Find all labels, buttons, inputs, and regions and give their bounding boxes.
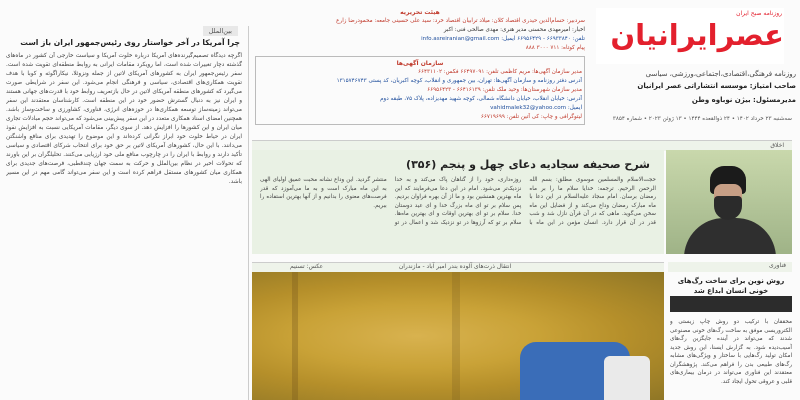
column-divider (248, 26, 249, 400)
right-article-body: محققان با ترکیب دو روش چاپ زیستی و الکتروریسی موفق به ساخت رگ‌های خونی مصنوعی شدند که می‌تواند در آینده جایگزین رگ‌های آسیب‌دیده شود. به گزارش ایسنا، این روش جدید امکان تولید رگ‌هایی با ساختار و ویژگی‌های مشابه رگ‌های طبیعی بدن را فراهم می‌کند. پژوهشگران معتقدند این فناوری می‌تواند در درمان بیماری‌های قلبی و عروقی تحول ایجاد کند. (670, 319, 792, 385)
portrait-beard (714, 196, 742, 220)
credits-line-1: سردبیر: حسام‌الدین حیدری اقتصاد کلان: میلاد ترابیان اقتصاد خرد: سید علی حسینی جامعه: محمودرضا زارع (336, 18, 585, 24)
left-article-body: اگرچه دیدگاه تصمیم‌گیرنده‌های آمریکا درباره خلوت آمریکا و سیاست خارجی آن کشور در ماه‌های گذشته دچار تغییرات شده است، اما رویکرد مقامات ایرانی به روابط منطقه‌ای تقویت شده است. سفر رئیس‌جمهور ایران به کشورهای آمریکای لاتین از جمله ونزوئلا، نیکاراگوئه و کوبا با هدف تقویت همکاری‌های اقتصادی، سیاسی و فرهنگی انجام می‌شود. این سفر در شرایطی صورت می‌گیرد که کشورهای منطقه آمریکای لاتین در حال بازتعریف روابط خود با قدرت‌های جهانی هستند و ایران نیز به دنبال گسترش حضور خود در این منطقه است. کارشناسان معتقدند این سفر می‌تواند زمینه‌ساز توسعه همکاری‌ها در حوزه‌های انرژی، فناوری، کشاورزی و ساخت‌وساز باشد. همچنین امضای اسناد همکاری متعدد در این سفر پیش‌بینی می‌شود که می‌تواند حجم مبادلات تجاری میان ایران و این کشورها را افزایش دهد. از سوی دیگر، مقامات آمریکایی نسبت به افزایش نفوذ ایران در حیاط خلوت خود ابراز نگرانی کرده‌اند و این موضوع را تهدیدی برای منافع واشنگتن می‌دانند. با این حال، کشورهای آمریکای لاتین بر حق خود برای انتخاب شرکای اقتصادی و سیاسی تأکید دارند و روابط با ایران را در چارچوب منافع ملی خود ارزیابی می‌کنند. تحلیلگران بر این باورند که تحولات اخیر در نظام بین‌الملل و حرکت به سمت جهان چندقطبی، فرصت‌های جدیدی برای همکاری میان کشورهای مستقل فراهم کرده است و این سفر می‌تواند گامی مهم در این مسیر باشد. (6, 53, 242, 185)
left-column (4, 26, 244, 398)
credits-line-7: مدیر سازمان شهرستان‌ها: وحید ملک تلفن: ۶۶۴۱۶۱۳۹ - ۶۶۹۵۶۴۲۳ (427, 87, 582, 93)
left-article-title: چرا آمریکا در آخر خواستار روی رئیس‌جمهور ایران باز است (20, 38, 240, 47)
logo-text: عصرایرانیان (610, 18, 784, 52)
center-article (252, 150, 664, 254)
credits-line-10: لیتوگرافی و چاپ: کی آتین تلفن: ۶۶۷۱۹۶۹۹ (480, 114, 582, 120)
credits-line-8: آدرس: خیابان انقلاب، خیابان دانشگاه شمالی، کوچه شهید مهدیزاده، پلاک ۷۵، طبقه دوم (380, 96, 582, 102)
right-article-title: روش نوین برای ساخت رگ‌های خونی انسان ابداع شد (677, 277, 785, 295)
credits-line-6: آدرس دفتر روزنامه و سازمان آگهی‌ها: تهران، بین جمهوری و انقلاب، کوچه اکبریان، کد پستی ۱۳۱۵۷۴۶۷۴۳ (336, 78, 582, 84)
photo-texture (292, 272, 298, 400)
masthead-tagline: روزنامه فرهنگی،اقتصادی،اجتماعی،ورزشی، سیاسی (645, 70, 796, 78)
section-label-international: بین‌الملل (203, 26, 238, 36)
ads-box (255, 56, 585, 125)
credits-line-9: ایمیل: vahidmalek32@yahoo.com (490, 105, 582, 111)
masthead-director: مدیرمسئول: بیژن نوباوه وطن (691, 96, 796, 104)
news-photo-corn (252, 272, 664, 400)
credits-heading: هیئت تحریریه (400, 9, 440, 16)
photo-texture (452, 272, 460, 400)
newspaper-logo (596, 8, 784, 64)
credits-line-2: اخبار: امیرمهدی محسنی مدیر هنری: مهدی صالحی فنی: اکبر (443, 27, 585, 33)
section-label-technology: فناوری (668, 262, 792, 272)
photo-caption: انتقال ذرت‌های آلوده بندر امیر آباد - مازندران (398, 263, 512, 270)
credits-line-3: تلفن: ۶۶۹۳۳۸۴۰ - ۶۶۹۵۶۴۲۹ ایمیل: info.asreiranian@gmail.com (421, 36, 585, 42)
section-label-ethics: اخلاق (770, 142, 784, 149)
center-article-body: حجت‌الاسلام والمسلمین موسوی مطلق: بسم الله الرحمن الرحیم. ترجمه: خدایا سلام ما را بر ماه رمضان برسان. امام سجاد علیه‌السلام در این دعا با ماه مبارک رمضان وداع می‌کند و از فضایل این ماه سخن می‌گوید. ماهی که در آن قرآن نازل شد و شب قدر در آن قرار دارد. انسان مؤمن در این ماه با روزه‌داری، خود را از گناهان پاک می‌کند و به خدا نزدیک‌تر می‌شود. امام در این دعا می‌فرمایند که این ماه بهترین همنشین بود و ما از آن بهره فراوان بردیم. پس سلام بر تو ای ماه بزرگ خدا و ای عید دوستان خدا. سلام بر تو ای بهترین اوقات و ای بهترین ماه‌ها. سلام بر تو که آرزوها در تو نزدیک شد و اعمال در تو منتشر گردید. این وداع نشانه محبت عمیق اولیای الهی به این ماه مبارک است و به ما می‌آموزد که قدر فرصت‌های معنوی را بدانیم و از آنها بهترین استفاده را ببریم. (260, 177, 656, 226)
right-article-lead-bar (670, 296, 792, 312)
masthead-dateline: سه‌شنبه ۲۳ خرداد ۱۴۰۲ • ۲۴ ذوالقعده ۱۴۴۴ • ۱۳ ژوئن ۲۰۲۳ • شماره ۳۸۵۴ (612, 116, 792, 122)
credits-line-5: مدیر سازمان آگهی‌ها: مریم کاظمی تلفن: ۶۶۴۹۷۰۹۱ فکس: ۶۶۴۳۱۱۰۲ (417, 69, 582, 75)
editorial-credits (255, 8, 585, 125)
photo-truck-cab (604, 356, 650, 400)
masthead-publisher: صاحب امتیاز: موسسه انتشاراتی عصر ایرانیان (637, 82, 796, 90)
author-portrait (666, 150, 792, 254)
photo-source-label: عکس: تسنیم (290, 263, 324, 270)
logo-subtitle: روزنامه صبح ایران (736, 10, 782, 17)
ads-heading: سازمان آگهی‌ها (396, 60, 444, 67)
credits-line-4: پیام کوتاه: ۷۱۱ ۳۰۰۰ ۸۸۸ (525, 45, 585, 51)
center-article-title: شرح صحیفه سجادیه دعای چهل و پنجم (۳۵۶) (406, 158, 650, 171)
portrait-robe (684, 218, 776, 254)
